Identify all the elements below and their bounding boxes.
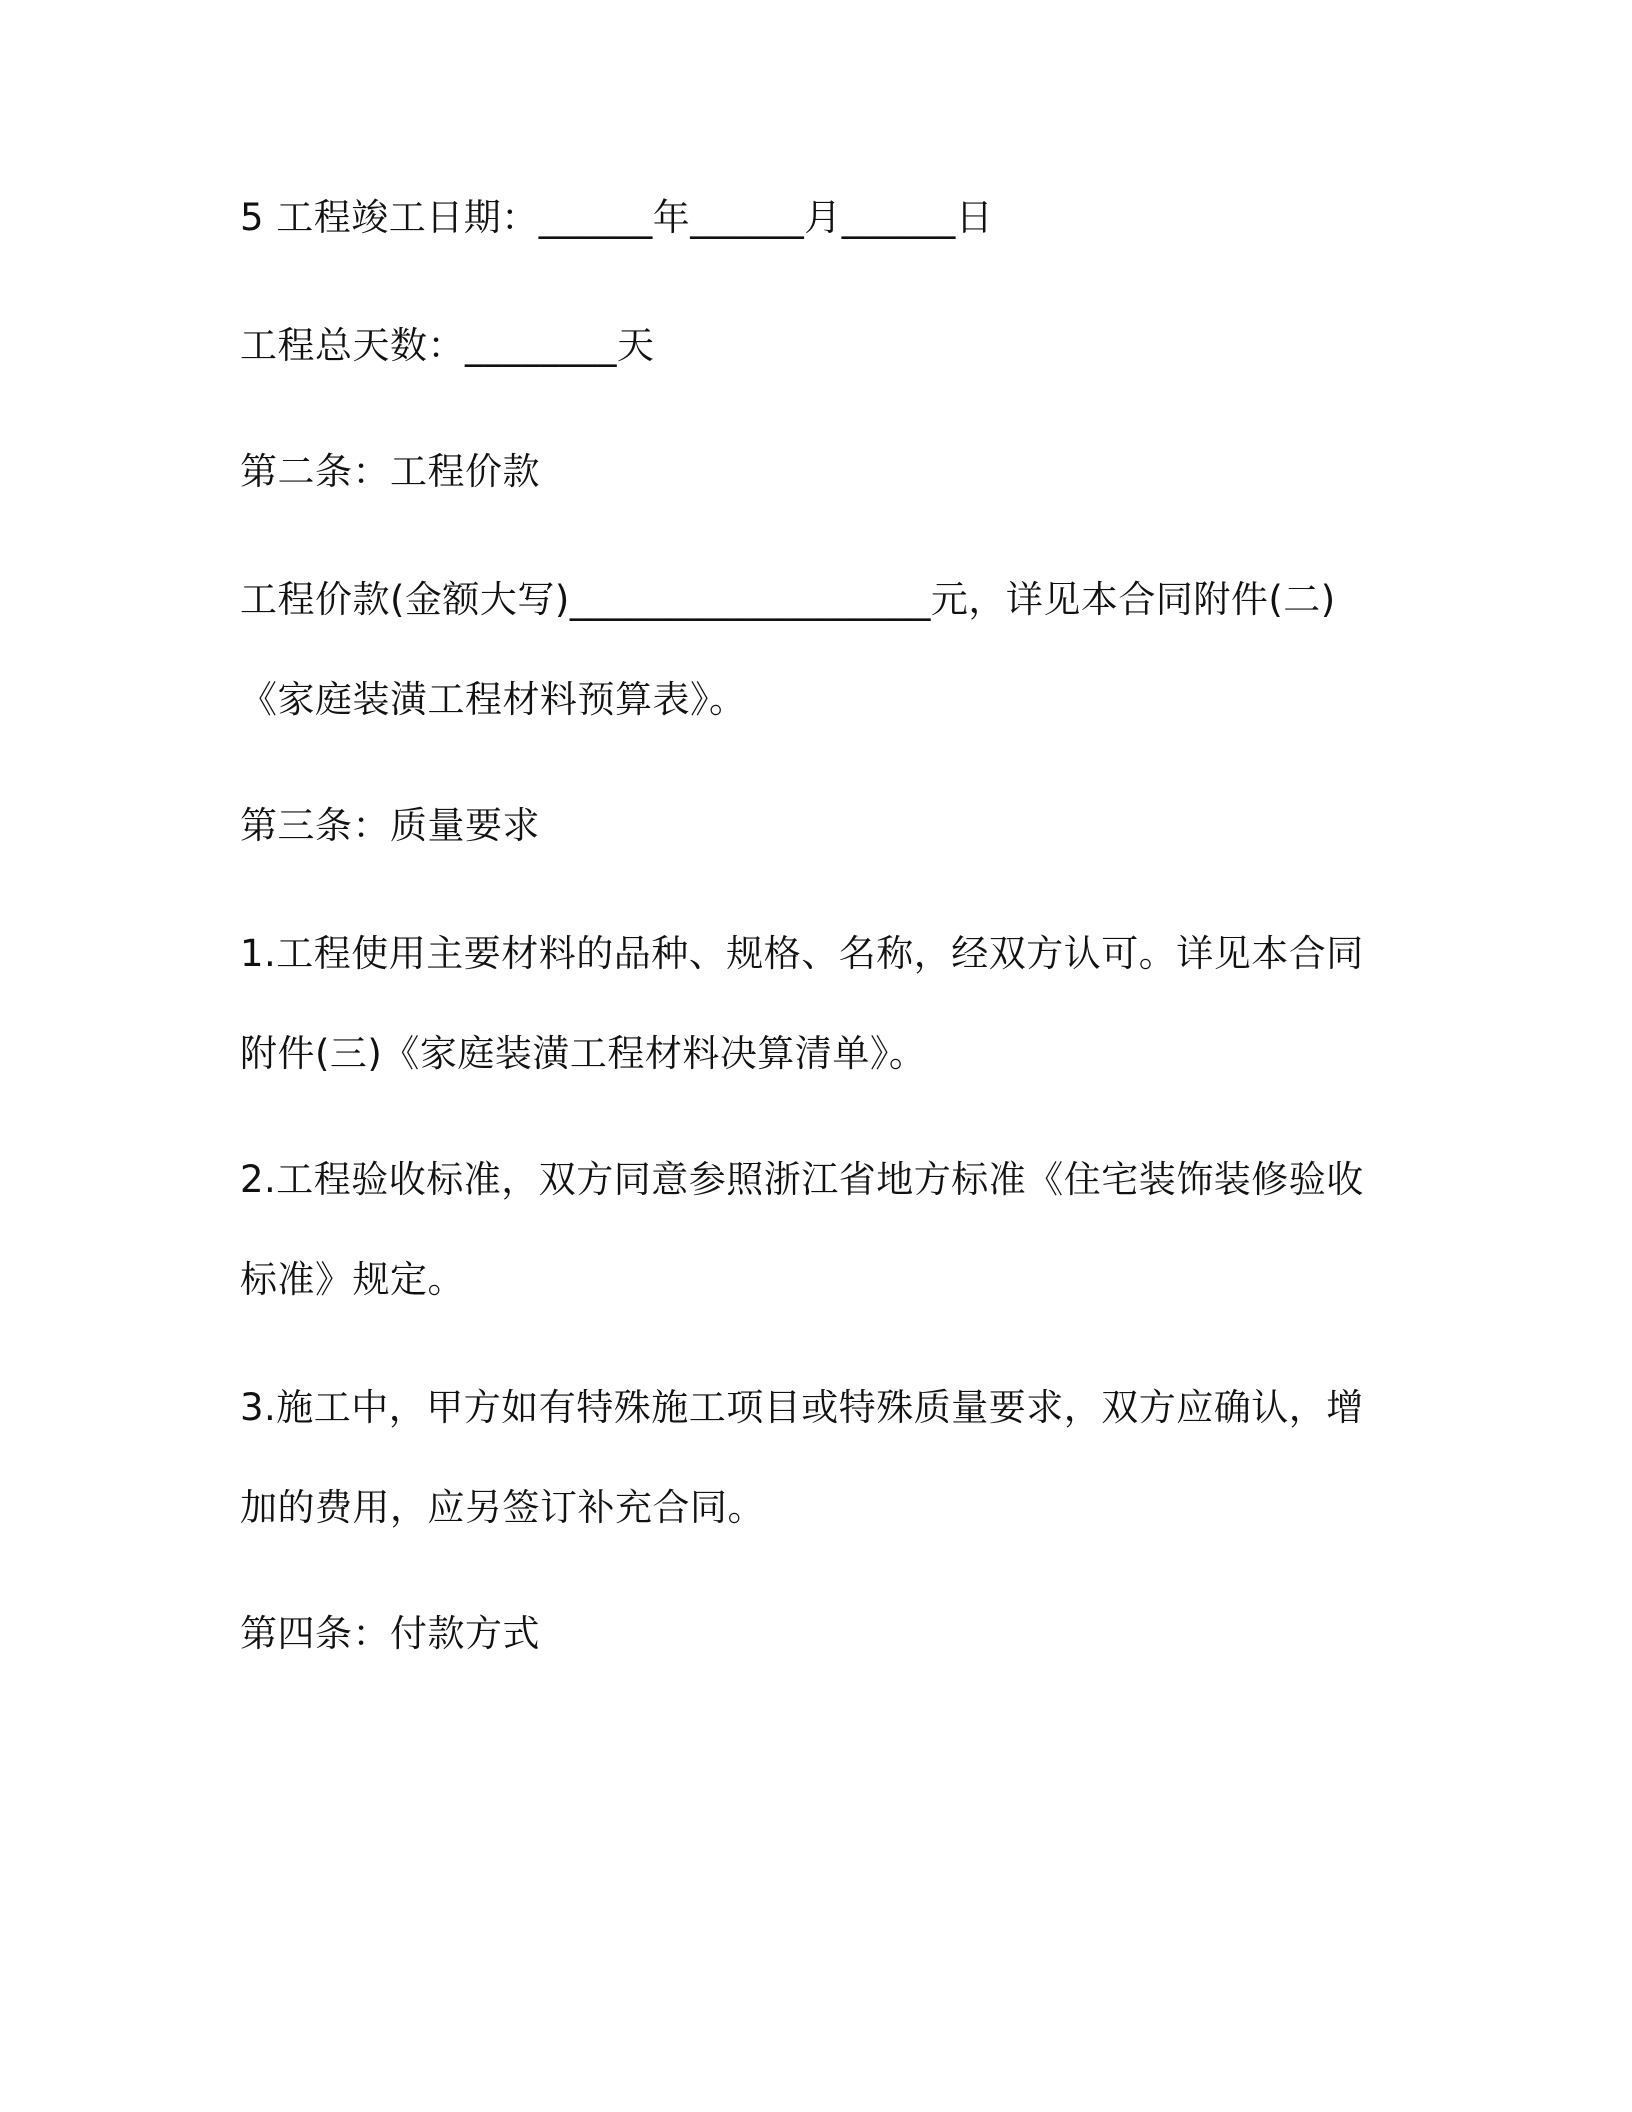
project-price-line-cont: 《家庭装潢工程材料预算表》。 xyxy=(240,678,747,721)
article-3-heading: 第三条：质量要求 xyxy=(240,804,540,847)
quality-item-1: 1.工程使用主要材料的品种、规格、名称，经双方认可。详见本合同 xyxy=(240,932,1364,975)
project-price-line: 工程价款(金额大写)___________________元，详见本合同附件(二) xyxy=(240,578,1336,621)
total-days-line: 工程总天数：________天 xyxy=(240,324,655,367)
article-2-heading: 第二条：工程价款 xyxy=(240,450,540,493)
quality-item-1-cont: 附件(三)《家庭装潢工程材料决算清单》。 xyxy=(240,1032,927,1075)
quality-item-3: 3.施工中，甲方如有特殊施工项目或特殊质量要求，双方应确认，增 xyxy=(240,1386,1364,1429)
completion-date-line: 5 工程竣工日期：______年______月______日 xyxy=(240,196,994,239)
quality-item-3-cont: 加的费用，应另签订补充合同。 xyxy=(240,1486,765,1529)
quality-item-2-cont: 标准》规定。 xyxy=(240,1258,465,1301)
quality-item-2: 2.工程验收标准，双方同意参照浙江省地方标准《住宅装饰装修验收 xyxy=(240,1158,1364,1201)
article-4-heading: 第四条：付款方式 xyxy=(240,1612,540,1655)
